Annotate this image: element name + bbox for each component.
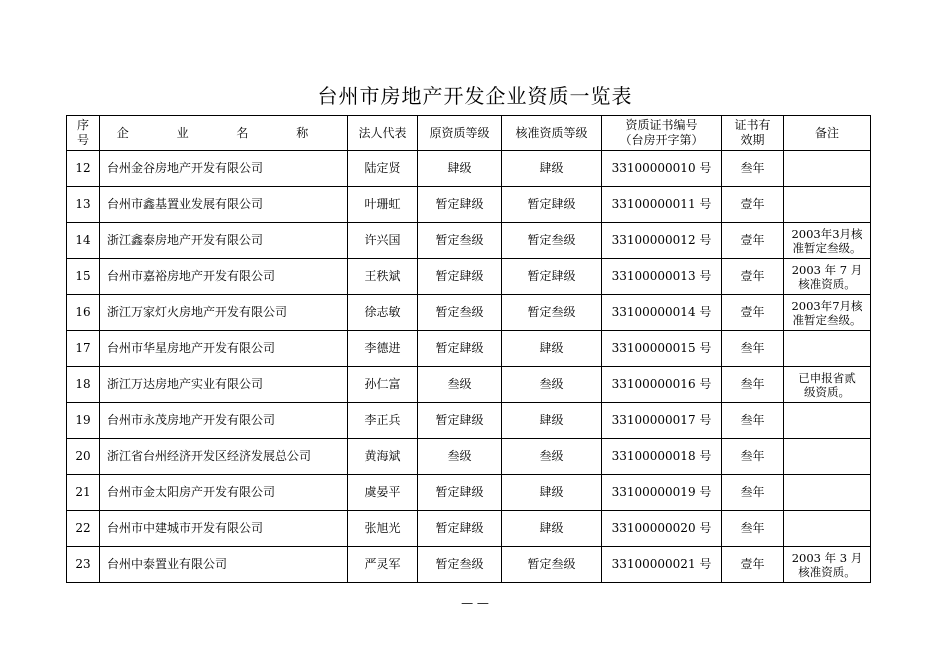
cell-approved-grade: 暂定叁级 <box>502 547 602 583</box>
header-company-label: 企 业 名 称 <box>116 125 331 140</box>
cell-validity: 叁年 <box>722 439 784 475</box>
note-line1: 2003年3月核 <box>791 226 863 241</box>
cell-orig-grade: 暂定肆级 <box>418 475 502 511</box>
cell-orig-grade: 叁级 <box>418 439 502 475</box>
cell-note <box>784 331 871 367</box>
note-line2: 准暂定叁级。 <box>792 312 862 327</box>
cell-note <box>784 367 871 403</box>
cell-company: 台州市华星房地产开发有限公司 <box>100 331 348 367</box>
cell-seq: 19 <box>67 403 100 439</box>
header-orig-grade: 原资质等级 <box>418 116 502 151</box>
cell-approved-grade: 肆级 <box>502 151 602 187</box>
header-cert-no-line1: 资质证书编号 <box>625 118 698 132</box>
qualification-table <box>66 115 871 583</box>
cell-legal-rep: 虞晏平 <box>348 475 418 511</box>
note-line2: 核准资质。 <box>798 564 856 579</box>
cell-cert-no: 33100000020 号 <box>602 511 722 547</box>
cell-legal-rep: 陆定贤 <box>348 151 418 187</box>
header-cert-no <box>602 116 722 151</box>
cell-cert-no: 33100000012 号 <box>602 223 722 259</box>
cell-validity: 壹年 <box>722 223 784 259</box>
cell-company: 台州市嘉裕房地产开发有限公司 <box>100 259 348 295</box>
cell-approved-grade: 肆级 <box>502 403 602 439</box>
cell-company: 台州市永茂房地产开发有限公司 <box>100 403 348 439</box>
cell-cert-no: 33100000017 号 <box>602 403 722 439</box>
cell-seq: 14 <box>67 223 100 259</box>
cell-validity: 叁年 <box>722 367 784 403</box>
cell-validity: 叁年 <box>722 403 784 439</box>
cell-seq: 12 <box>67 151 100 187</box>
cell-approved-grade: 叁级 <box>502 367 602 403</box>
cell-note <box>784 547 871 583</box>
cell-note <box>784 295 871 331</box>
cell-validity: 壹年 <box>722 187 784 223</box>
cell-orig-grade: 暂定肆级 <box>418 403 502 439</box>
cell-seq: 15 <box>67 259 100 295</box>
cell-company: 台州金谷房地产开发有限公司 <box>100 151 348 187</box>
cell-cert-no: 33100000013 号 <box>602 259 722 295</box>
cell-legal-rep: 李正兵 <box>348 403 418 439</box>
cell-seq: 18 <box>67 367 100 403</box>
cell-company: 台州中泰置业有限公司 <box>100 547 348 583</box>
cell-cert-no: 33100000019 号 <box>602 475 722 511</box>
cell-legal-rep: 张旭光 <box>348 511 418 547</box>
header-validity <box>722 116 784 151</box>
cell-legal-rep: 王秩斌 <box>348 259 418 295</box>
header-seq-line1: 序 <box>76 118 89 132</box>
cell-legal-rep: 李德进 <box>348 331 418 367</box>
cell-orig-grade: 暂定叁级 <box>418 547 502 583</box>
cell-legal-rep: 叶珊虹 <box>348 187 418 223</box>
header-note: 备注 <box>784 116 871 151</box>
cell-cert-no: 33100000015 号 <box>602 331 722 367</box>
note-line1: 2003 年 7 月 <box>791 262 863 277</box>
note-line1: 已申报省贰 <box>798 370 856 385</box>
cell-legal-rep: 孙仁富 <box>348 367 418 403</box>
cell-note <box>784 439 871 475</box>
table-row <box>67 547 871 583</box>
cell-cert-no: 33100000021 号 <box>602 547 722 583</box>
cell-approved-grade: 暂定叁级 <box>502 295 602 331</box>
table-row <box>67 439 871 475</box>
cell-seq: 21 <box>67 475 100 511</box>
cell-orig-grade: 暂定叁级 <box>418 295 502 331</box>
cell-note <box>784 259 871 295</box>
cell-note <box>784 223 871 259</box>
cell-cert-no: 33100000018 号 <box>602 439 722 475</box>
cell-orig-grade: 肆级 <box>418 151 502 187</box>
cell-orig-grade: 叁级 <box>418 367 502 403</box>
header-legal-rep: 法人代表 <box>348 116 418 151</box>
cell-company: 台州市中建城市开发有限公司 <box>100 511 348 547</box>
cell-note <box>784 511 871 547</box>
cell-approved-grade: 叁级 <box>502 439 602 475</box>
cell-cert-no: 33100000011 号 <box>602 187 722 223</box>
cell-orig-grade: 暂定肆级 <box>418 187 502 223</box>
cell-validity: 壹年 <box>722 259 784 295</box>
cell-approved-grade: 肆级 <box>502 475 602 511</box>
cell-validity: 壹年 <box>722 295 784 331</box>
header-validity-line2: 效期 <box>740 133 765 147</box>
cell-seq: 22 <box>67 511 100 547</box>
cell-approved-grade: 肆级 <box>502 511 602 547</box>
table-row <box>67 331 871 367</box>
cell-company: 台州市鑫基置业发展有限公司 <box>100 187 348 223</box>
cell-approved-grade: 肆级 <box>502 331 602 367</box>
cell-validity: 叁年 <box>722 475 784 511</box>
cell-company: 浙江鑫泰房地产开发有限公司 <box>100 223 348 259</box>
cell-validity: 叁年 <box>722 331 784 367</box>
header-row <box>67 116 871 151</box>
cell-legal-rep: 许兴国 <box>348 223 418 259</box>
cell-note <box>784 151 871 187</box>
cell-seq: 20 <box>67 439 100 475</box>
table-row <box>67 151 871 187</box>
cell-approved-grade: 暂定叁级 <box>502 223 602 259</box>
cell-company: 浙江万达房地产实业有限公司 <box>100 367 348 403</box>
cell-legal-rep: 黄海斌 <box>348 439 418 475</box>
cell-cert-no: 33100000010 号 <box>602 151 722 187</box>
cell-note <box>784 475 871 511</box>
cell-orig-grade: 暂定肆级 <box>418 511 502 547</box>
cell-orig-grade: 暂定叁级 <box>418 223 502 259</box>
cell-orig-grade: 暂定肆级 <box>418 259 502 295</box>
cell-validity: 叁年 <box>722 151 784 187</box>
cell-seq: 17 <box>67 331 100 367</box>
header-validity-line1: 证书有 <box>734 118 771 132</box>
table-row <box>67 223 871 259</box>
table-row <box>67 295 871 331</box>
table-row <box>67 259 871 295</box>
page-number: — — <box>461 596 489 610</box>
cell-note <box>784 187 871 223</box>
header-seq <box>67 116 100 151</box>
cell-approved-grade: 暂定肆级 <box>502 187 602 223</box>
cell-orig-grade: 暂定肆级 <box>418 331 502 367</box>
cell-seq: 13 <box>67 187 100 223</box>
note-line2: 准暂定叁级。 <box>792 240 862 255</box>
table-row <box>67 367 871 403</box>
table-row <box>67 187 871 223</box>
cell-seq: 16 <box>67 295 100 331</box>
header-company <box>100 116 348 151</box>
table-row <box>67 403 871 439</box>
cell-company: 浙江万家灯火房地产开发有限公司 <box>100 295 348 331</box>
page-title: 台州市房地产开发企业资质一览表 <box>317 84 633 108</box>
cell-validity: 壹年 <box>722 547 784 583</box>
cell-cert-no: 33100000014 号 <box>602 295 722 331</box>
header-cert-no-line2: （台房开字第） <box>619 133 704 147</box>
note-line1: 2003年7月核 <box>791 298 863 313</box>
table-row <box>67 511 871 547</box>
cell-company: 浙江省台州经济开发区经济发展总公司 <box>100 439 348 475</box>
cell-legal-rep: 严灵军 <box>348 547 418 583</box>
table-row <box>67 475 871 511</box>
header-approved-grade: 核准资质等级 <box>502 116 602 151</box>
cell-note <box>784 403 871 439</box>
cell-legal-rep: 徐志敏 <box>348 295 418 331</box>
note-line2: 级资质。 <box>804 384 850 399</box>
cell-validity: 叁年 <box>722 511 784 547</box>
note-line2: 核准资质。 <box>798 276 856 291</box>
cell-company: 台州市金太阳房产开发有限公司 <box>100 475 348 511</box>
note-line1: 2003 年 3 月 <box>791 550 863 565</box>
cell-cert-no: 33100000016 号 <box>602 367 722 403</box>
cell-approved-grade: 暂定肆级 <box>502 259 602 295</box>
header-seq-line2: 号 <box>76 133 89 147</box>
cell-seq: 23 <box>67 547 100 583</box>
